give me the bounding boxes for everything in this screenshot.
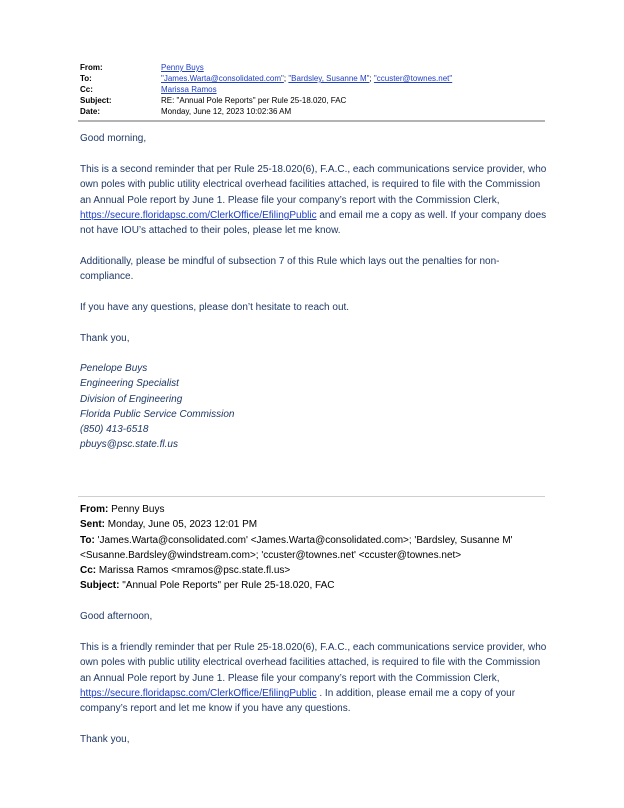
header-subject-row <box>80 95 545 106</box>
header-from-row <box>80 62 545 73</box>
header-to-row <box>80 73 545 84</box>
to-recipient-link[interactable]: "ccuster@townes.net" <box>373 74 453 83</box>
subject-value: RE: "Annual Pole Reports" per Rule 25-18.020, FAC <box>161 96 347 105</box>
to-recipient-link[interactable]: "Bardsley, Susanne M" <box>288 74 370 83</box>
header-cc-row <box>80 84 545 95</box>
signature-title: Engineering Specialist <box>80 378 179 390</box>
forward-divider <box>78 496 545 497</box>
from-label: From: <box>80 63 103 72</box>
cc-link[interactable]: Marissa Ramos <box>161 85 217 94</box>
fwd-efiling-link[interactable]: https://secure.floridapsc.com/ClerkOffice/EfilingPublic <box>80 687 317 699</box>
fwd-sent-row <box>80 517 550 532</box>
to-recipients: "James.Warta@consolidated.com"; "Bardsley, Susanne M"; "ccuster@townes.net" <box>161 74 453 83</box>
reply-greeting: Good morning, <box>80 133 147 144</box>
to-label: To: <box>80 74 92 83</box>
fwd-sent-label: Sent: <box>80 519 105 531</box>
reply-p1-text: This is a second reminder that per Rule 25-18.020(6), F.A.C., each communications service provider, who own poles with public utility electrical overhead facilities attached, is required to file with the Commission an Annual Pole report by June 1. Please file your company’s report with the Commission Clerk, <box>80 164 547 206</box>
header-divider <box>78 120 545 122</box>
fwd-from-row <box>80 502 550 517</box>
fwd-cc-value: Marissa Ramos <mramos@psc.state.fl.us> <box>98 565 291 577</box>
signature-block <box>80 361 550 453</box>
reply-closing: Thank you, <box>80 333 130 344</box>
subject-label: Subject: <box>80 96 112 105</box>
fwd-p1-text: This is a friendly reminder that per Rule 25-18.020(6), F.A.C., each communications service provider, who own poles with public utility electrical overhead facilities attached, is required to file with the Commission an Annual Pole report by June 1. Please file your company’s report with the Commission Clerk, <box>80 642 547 684</box>
date-label: Date: <box>80 107 101 116</box>
fwd-from-value: Penny Buys <box>111 504 165 515</box>
signature-phone: (850) 413-6518 <box>80 424 149 436</box>
signature-email: pbuys@psc.state.fl.us <box>80 439 178 451</box>
cc-label: Cc: <box>80 85 93 94</box>
signature-name: Penelope Buys <box>80 363 148 374</box>
from-link[interactable]: Penny Buys <box>161 63 204 72</box>
fwd-paragraph-1 <box>80 640 550 716</box>
fwd-cc-label: Cc: <box>80 565 97 577</box>
fwd-to-row <box>80 533 550 564</box>
header-date-row <box>80 106 545 117</box>
fwd-greeting: Good afternoon, <box>80 611 153 622</box>
fwd-sent-value: Monday, June 05, 2023 12:01 PM <box>107 519 258 531</box>
to-recipient-link[interactable]: "James.Warta@consolidated.com" <box>161 74 284 83</box>
reply-paragraph-2: Additionally, please be mindful of subsection 7 of this Rule which lays out the penalties for non-compliance. <box>80 256 500 283</box>
reply-paragraph-3: If you have any questions, please don’t hesitate to reach out. <box>80 302 350 313</box>
fwd-cc-row <box>80 563 550 578</box>
efiling-link[interactable]: https://secure.floridapsc.com/ClerkOffice/EfilingPublic <box>80 209 317 221</box>
signature-organization: Florida Public Service Commission <box>80 408 235 420</box>
fwd-closing: Thank you, <box>80 734 130 745</box>
reply-paragraph-1 <box>80 162 550 238</box>
fwd-subject-label: Subject: <box>80 580 120 592</box>
fwd-to-value: 'James.Warta@consolidated.com' <James.Warta@consolidated.com>; 'Bardsley, Susanne M' <Susanne.Bardsley@windstream.com>; 'ccuster@townes.net' <ccuster@townes.net> <box>80 534 513 561</box>
forwarded-header <box>80 502 550 594</box>
fwd-to-label: To: <box>80 534 95 546</box>
email-header <box>80 62 545 117</box>
fwd-from-label: From: <box>80 504 109 515</box>
fwd-subject-value: "Annual Pole Reports" per Rule 25-18.020, FAC <box>122 580 335 592</box>
date-value: Monday, June 12, 2023 10:02:36 AM <box>161 107 292 116</box>
fwd-p1-text-end: . In addition, please email me a copy of your company’s report and let me know if you have any questions. <box>80 687 516 715</box>
fwd-subject-row <box>80 578 550 593</box>
reply-p1-text-end: and email me a copy as well. If your company does not have IOU’s attached to their poles, please let me know. <box>80 209 547 237</box>
signature-division: Division of Engineering <box>80 393 183 405</box>
